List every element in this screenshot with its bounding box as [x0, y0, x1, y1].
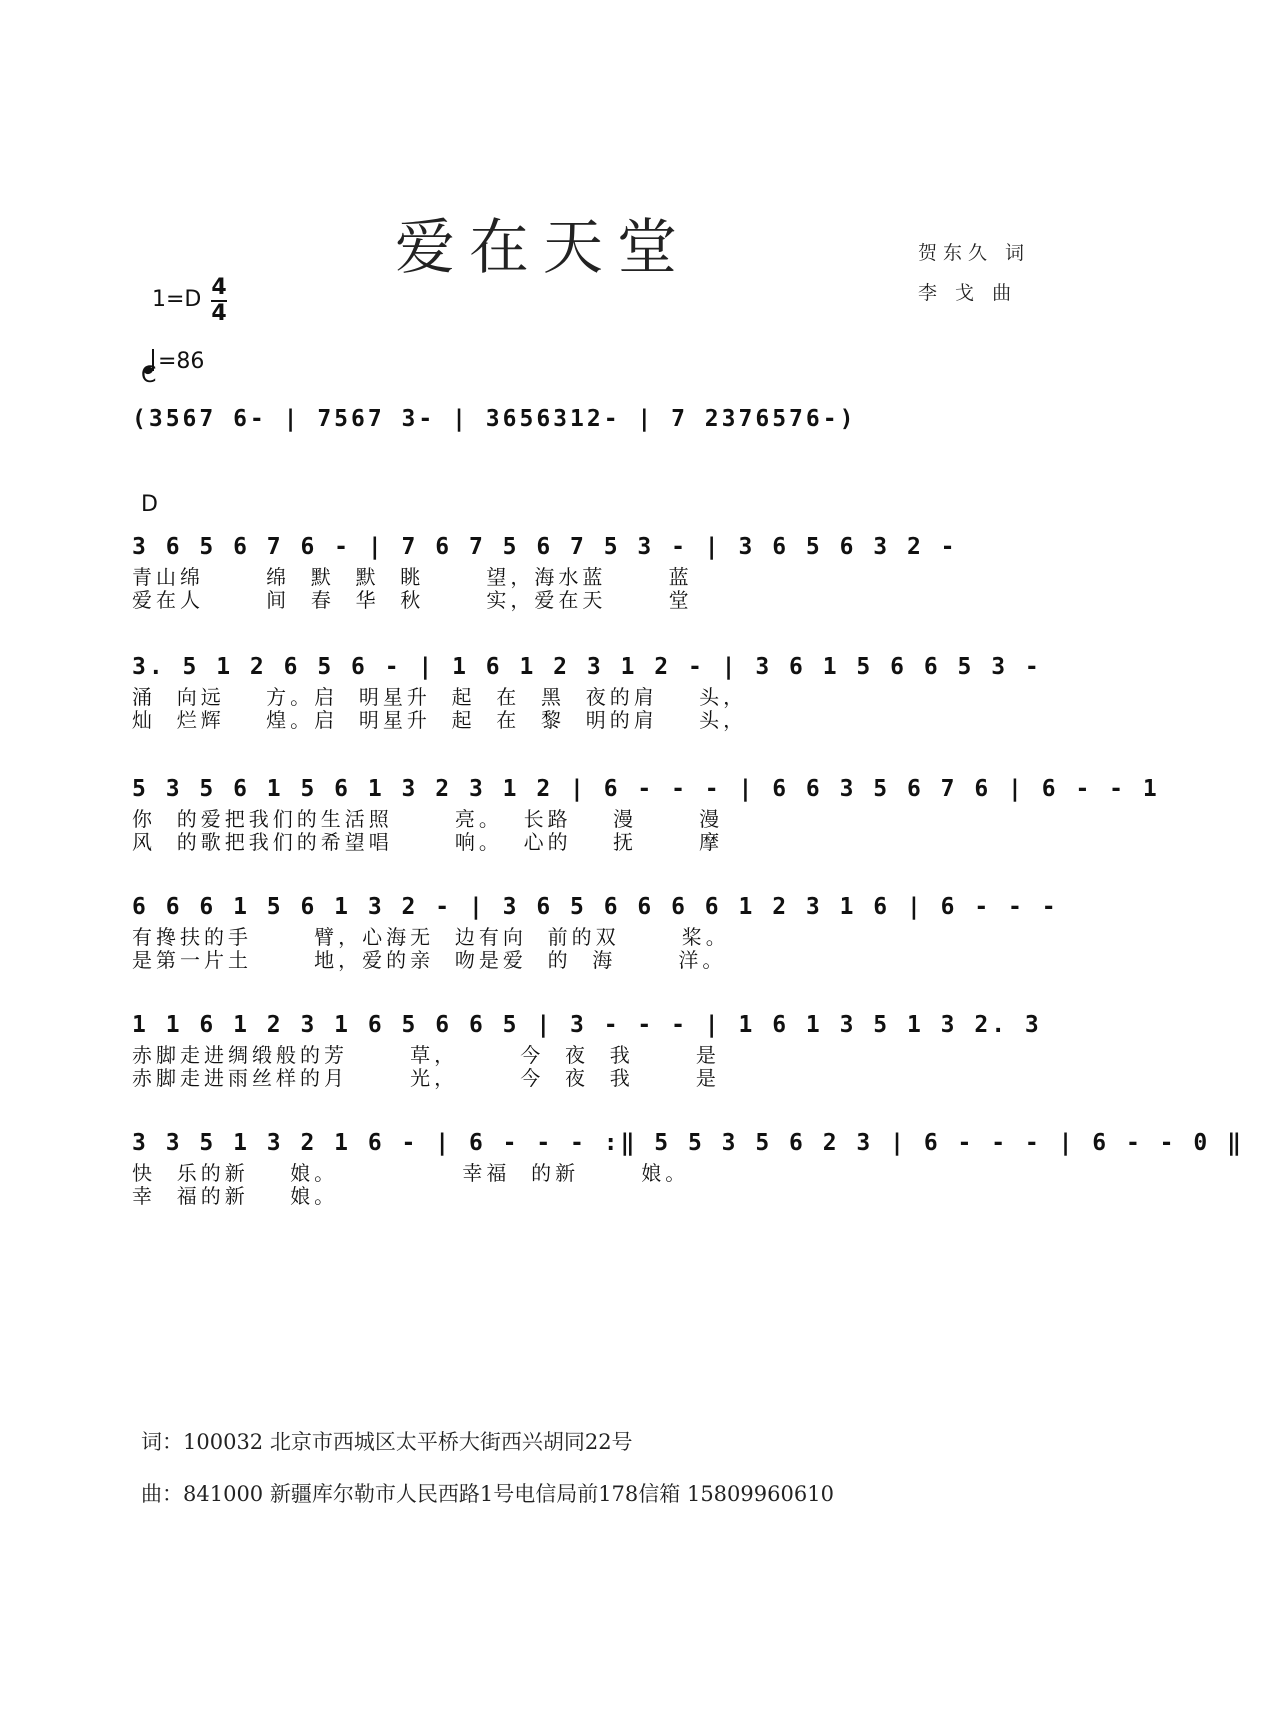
tempo-value: =86	[158, 349, 205, 374]
music-line: 5 3 5 6 1 5 6 1 3 2 3 1 2 | 6 - - - | 6 6 3 5 6 7 6 | 6 - - 1	[132, 776, 1160, 802]
chord-label-intro: C	[141, 363, 157, 388]
music-line: 3 6 5 6 7 6 - | 7 6 7 5 6 7 5 3 - | 3 6 5 6 3 2 -	[132, 534, 958, 560]
key-signature: 1=D	[152, 287, 202, 312]
system-1	[132, 528, 1062, 612]
lyric-line-verse-1: 有搀扶的手 臂，心海无 边有向 前的双 桨。	[132, 925, 730, 949]
lyric-line-verse-1: 涌 向远 方。启 明星升 起 在 黑 夜的肩 头，	[132, 685, 748, 709]
lyric-line-verse-1: 你 的爱把我们的生活照 亮。 长路 漫 漫	[132, 807, 724, 831]
chord-label-verse: D	[141, 492, 158, 517]
music-line: 3. 5 1 2 6 5 6 - | 1 6 1 2 3 1 2 - | 3 6 1 5 6 6 5 3 -	[132, 654, 1042, 680]
system-3	[132, 770, 1160, 854]
lyric-line-verse-2: 爱在人 间 春 华 秋 实，爱在天 堂	[132, 588, 693, 612]
composer-credit: 李 戈 曲	[918, 282, 1018, 304]
song-title: 爱在天堂	[395, 213, 691, 283]
music-line: 1 1 6 1 2 3 1 6 5 6 6 5 | 3 - - - | 1 6 1 3 5 1 3 2. 3	[132, 1012, 1042, 1038]
time-signature	[210, 276, 228, 326]
composer-address: 曲：841000 新疆库尔勒市人民西路1号电信局前178信箱 15809960610	[141, 1482, 834, 1506]
lyric-line-verse-2: 是第一片土 地，爱的亲 吻是爱 的 海 洋。	[132, 948, 727, 972]
system-5	[132, 1006, 1062, 1090]
lyric-line-verse-1: 快 乐的新 娘。 幸福 的新 娘。	[132, 1161, 690, 1185]
time-signature-bottom: 4	[211, 301, 227, 326]
lyric-line-verse-2: 风 的歌把我们的希望唱 响。 心的 抚 摩	[132, 830, 724, 854]
lyric-line-verse-1: 赤脚走进绸缎般的芳 草， 今 夜 我 是	[132, 1043, 720, 1067]
music-line: 3 3 5 1 3 2 1 6 - | 6 - - - :‖ 5 5 3 5 6 2 3 | 6 - - - | 6 - - 0 ‖	[132, 1130, 1244, 1156]
time-signature-top: 4	[211, 275, 227, 300]
music-line: (3567 6- | 7567 3- | 3656312- | 7 2376576-)	[132, 406, 857, 432]
system-2	[132, 648, 1062, 732]
lyricist-credit: 贺东久 词	[918, 242, 1031, 264]
lyric-line-verse-1: 青山绵 绵 默 默 眺 望，海水蓝 蓝	[132, 565, 693, 589]
system-6	[132, 1124, 1244, 1208]
music-line: 6 6 6 1 5 6 1 3 2 - | 3 6 5 6 6 6 6 1 2 3 1 6 | 6 - - -	[132, 894, 1059, 920]
lyric-line-verse-2: 赤脚走进雨丝样的月 光， 今 夜 我 是	[132, 1066, 720, 1090]
system-4	[132, 888, 1062, 972]
lyric-line-verse-2: 灿 烂辉 煌。启 明星升 起 在 黎 明的肩 头，	[132, 708, 748, 732]
lyric-line-verse-2: 幸 福的新 娘。	[132, 1184, 339, 1208]
system-intro	[132, 400, 1062, 438]
lyricist-address: 词：100032 北京市西城区太平桥大街西兴胡同22号	[141, 1430, 633, 1454]
